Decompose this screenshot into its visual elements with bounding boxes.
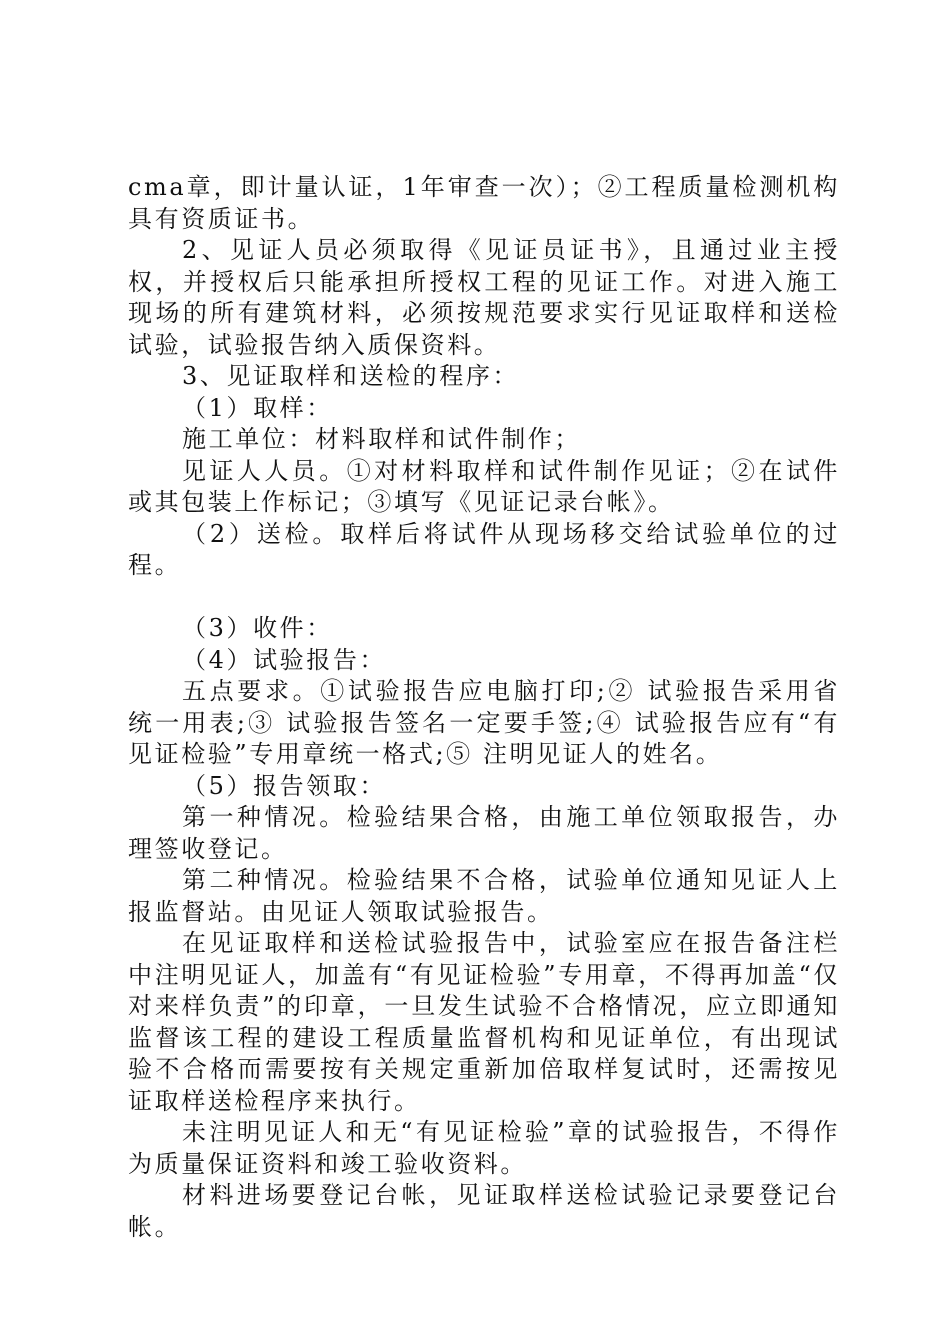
paragraph-unmarked-reports: 未注明见证人和无“有见证检验”章的试验报告，不得作为质量保证资料和竣工验收资料。 (128, 1118, 840, 1178)
paragraph-five-requirements: 五点要求。①试验报告应电脑打印;② 试验报告采用省统一用表;③ 试验报告签名一定要手签;④ 试验报告应有“有见证检验”专用章统一格式;⑤ 注明见证人的姓名。 (128, 677, 840, 768)
paragraph-report-collection-heading: （5）报告领取： (182, 771, 387, 800)
paragraph-lab-remarks: 在见证取样和送检试验报告中，试验室应在报告备注栏中注明见证人，加盖有“有见证检验”专用章，不得再加盖“仅对来样负责”的印章，一旦发生试验不合格情况，应立即通知监督该工程的建设工程质量监督机构和见证单位，有出现试验不合格而需要按有关规定重新加倍取样复试时，还需按见证取样送检程序来执行。 (128, 929, 840, 1115)
document-body (128, 172, 840, 1243)
blank-line (128, 582, 840, 614)
paragraph-case-two: 第二种情况。检验结果不合格，试验单位通知见证人上报监督站。由见证人领取试验报告。 (128, 866, 840, 926)
paragraph-case-one: 第一种情况。检验结果合格，由施工单位领取报告，办理签收登记。 (128, 803, 840, 863)
paragraph-construction-unit: 施工单位：材料取样和试件制作； (182, 425, 581, 453)
paragraph-sampling-heading: （1）取样： (182, 393, 333, 422)
paragraph-ledger-registration: 材料进场要登记台帐，见证取样送检试验记录要登记台帐。 (128, 1181, 840, 1241)
paragraph-receipt-heading: （3）收件： (182, 614, 333, 642)
paragraph-procedure-heading: 3、见证取样和送检的程序： (182, 362, 520, 390)
paragraph-cma-certification: cma章，即计量认证，1年审查一次）；②工程质量检测机构具有资质证书。 (128, 173, 840, 233)
paragraph-witness-certificate: 2、见证人员必须取得《见证员证书》，且通过业主授权，并授权后只能承担所授权工程的见证工作。对进入施工现场的所有建筑材料，必须按规范要求实行见证取样和送检试验，试验报告纳入质保资料。 (128, 236, 840, 359)
paragraph-test-report-heading: （4）试验报告： (182, 645, 387, 674)
paragraph-witness-personnel: 见证人人员。①对材料取样和试件制作见证；②在试件或其包装上作标记；③填写《见证记录台帐》。 (128, 456, 840, 516)
paragraph-submission: （2）送检。取样后将试件从现场移交给试验单位的过程。 (128, 519, 840, 579)
